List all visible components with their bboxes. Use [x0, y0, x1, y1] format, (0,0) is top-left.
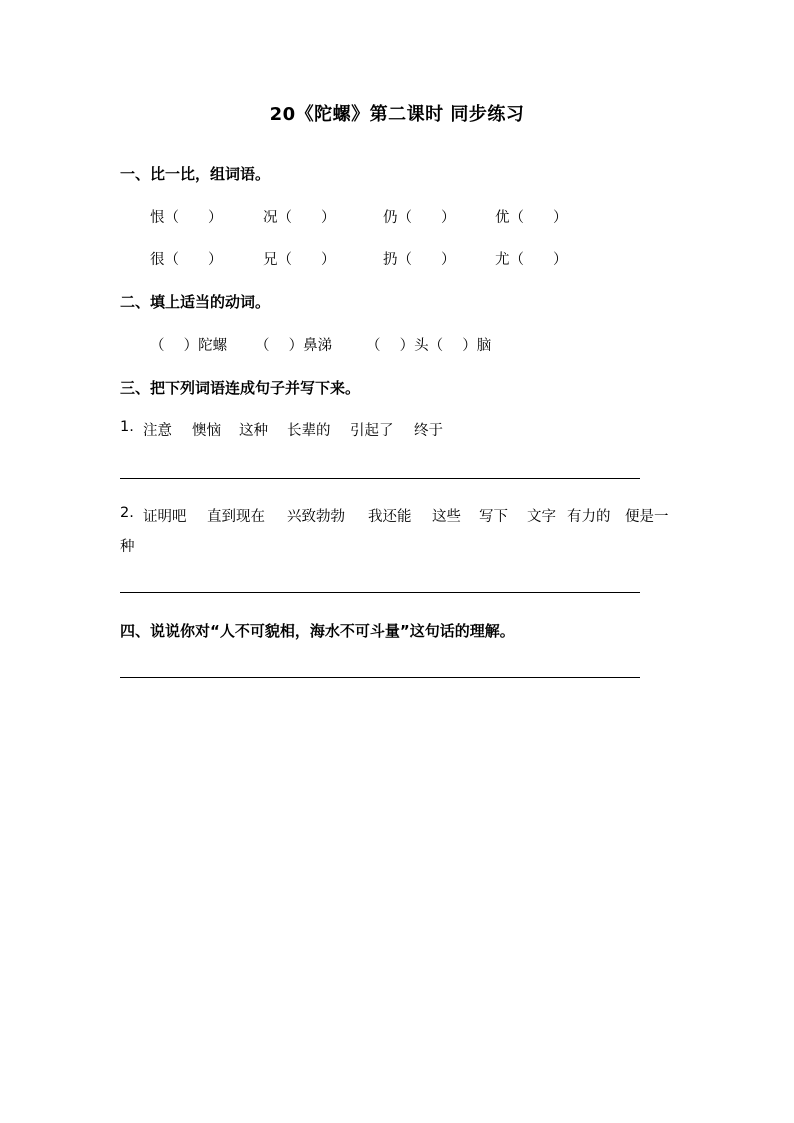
- verb-blank-tounao: （ ）头（ ）脑: [366, 338, 492, 354]
- question-2-word: 我还能: [368, 509, 412, 525]
- question-2-word: 写下: [479, 509, 508, 525]
- question-2-word: 有力的: [567, 509, 611, 525]
- compare-item-reng: 仍（ ）: [383, 210, 456, 226]
- question-2-word: 证明吧: [143, 509, 187, 525]
- question-2-word: 这些: [432, 509, 461, 525]
- question-1-word: 长辈的: [287, 423, 331, 439]
- answer-line-1[interactable]: [120, 478, 640, 479]
- question-2-word: 直到现在: [207, 509, 265, 525]
- compare-item-hen: 恨（ ）: [150, 210, 223, 226]
- verb-blank-tuoluo: （ ）陀螺: [150, 338, 228, 354]
- section-4-heading: 四、说说你对“人不可貌相，海水不可斗量”这句话的理解。: [120, 622, 515, 640]
- answer-line-3[interactable]: [120, 677, 640, 678]
- question-2-wrap: 种: [120, 539, 135, 555]
- verb-blank-biti: （ ）鼻涕: [255, 338, 333, 354]
- question-2-word: 便是一: [625, 509, 669, 525]
- question-1-word: 引起了: [350, 423, 394, 439]
- compare-item-hen2: 很（ ）: [150, 252, 223, 268]
- question-1-number: 1.: [120, 419, 134, 435]
- question-1-word: 注意: [143, 423, 172, 439]
- compare-item-kuang: 况（ ）: [263, 210, 336, 226]
- page-title: 20《陀螺》第二课时 同步练习: [269, 104, 525, 125]
- question-1-word: 这种: [239, 423, 268, 439]
- question-2-word: 兴致勃勃: [287, 509, 345, 525]
- question-1-word: 终于: [414, 423, 443, 439]
- section-1-heading: 一、比一比，组词语。: [120, 165, 271, 183]
- question-1-word: 懊恼: [192, 423, 221, 439]
- compare-item-xiong: 兄（ ）: [263, 252, 336, 268]
- question-2-number: 2.: [120, 505, 134, 521]
- compare-item-you: 优（ ）: [495, 210, 568, 226]
- section-2-heading: 二、填上适当的动词。: [120, 293, 271, 311]
- answer-line-2[interactable]: [120, 592, 640, 593]
- section-3-heading: 三、把下列词语连成句子并写下来。: [120, 379, 361, 397]
- compare-item-you2: 尤（ ）: [495, 252, 568, 268]
- question-2-word: 文字: [527, 509, 556, 525]
- compare-item-reng2: 扔（ ）: [383, 252, 456, 268]
